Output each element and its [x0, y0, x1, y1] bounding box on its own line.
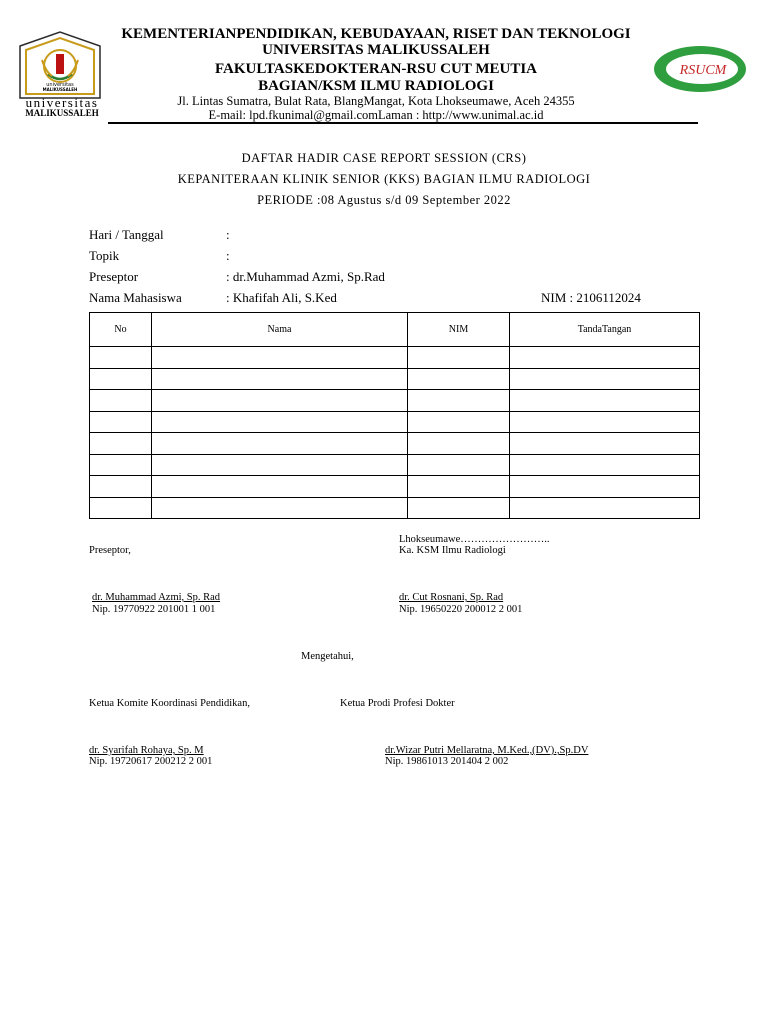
preseptor-role: Preseptor,: [89, 545, 131, 556]
doc-subtitle: KEPANITERAAN KLINIK SENIOR (KKS) BAGIAN ILMU RADIOLOGI: [177, 172, 591, 186]
komite-nip: Nip. 19720617 200212 2 001: [89, 756, 213, 767]
table-row: [90, 433, 700, 455]
cell-nama: [152, 411, 408, 433]
cell-nim: [408, 497, 510, 519]
mengetahui-label: Mengetahui,: [301, 651, 354, 662]
header-ministry: KEMENTERIANPENDIDIKAN, KEBUDAYAAN, RISET DAN TEKNOLOGI: [121, 26, 631, 42]
cell-no: [90, 411, 152, 433]
col-no: No: [90, 313, 152, 347]
cell-tandatangan: [510, 347, 700, 369]
mahasiswa-value: : Khafifah Ali, S.Ked: [226, 290, 337, 305]
cell-no: [90, 368, 152, 390]
prodi-name: dr.Wizar Putri Mellaratna, M.Ked.,(DV).,Sp.DV: [385, 745, 589, 756]
topik-label: Topik: [89, 248, 120, 263]
doc-period: PERIODE :08 Agustus s/d 09 September 2022: [257, 193, 511, 207]
table-row: [90, 347, 700, 369]
header-divider: [108, 122, 698, 124]
cell-tandatangan: [510, 368, 700, 390]
doc-title: DAFTAR HADIR CASE REPORT SESSION (CRS): [241, 151, 527, 165]
cell-nim: [408, 454, 510, 476]
cell-nama: [152, 368, 408, 390]
preseptor-nip: Nip. 19770922 201001 1 001: [92, 604, 216, 615]
cell-nim: [408, 368, 510, 390]
place-date: Lhokseumawe……………………..: [399, 534, 550, 545]
cell-no: [90, 390, 152, 412]
attendance-table: [89, 312, 700, 519]
cell-nama: [152, 476, 408, 498]
cell-nim: [408, 476, 510, 498]
cell-tandatangan: [510, 497, 700, 519]
table-header-row: [90, 313, 700, 347]
logo-badge-text2: MALIKUSSALEH: [42, 87, 78, 92]
table-row: [90, 497, 700, 519]
table-row: [90, 411, 700, 433]
ka-ksm-nip: Nip. 19650220 200012 2 001: [399, 604, 523, 615]
topik-value: :: [226, 248, 230, 263]
cell-no: [90, 347, 152, 369]
header-department: BAGIAN/KSM ILMU RADIOLOGI: [258, 78, 494, 94]
logo-text-universitas: universitas: [25, 95, 99, 110]
nim-value: NIM : 2106112024: [541, 290, 641, 305]
cell-nim: [408, 411, 510, 433]
prodi-nip: Nip. 19861013 201404 2 002: [385, 756, 509, 767]
ka-ksm-name: dr. Cut Rosnani, Sp. Rad: [399, 592, 504, 603]
cell-nama: [152, 454, 408, 476]
preseptor-label: Preseptor: [89, 269, 139, 284]
cell-no: [90, 476, 152, 498]
cell-no: [90, 454, 152, 476]
header-university: UNIVERSITAS MALIKUSSALEH: [262, 42, 490, 58]
preseptor-name: dr. Muhammad Azmi, Sp. Rad: [92, 592, 221, 603]
komite-role: Ketua Komite Koordinasi Pendidikan,: [89, 698, 250, 709]
komite-name: dr. Syarifah Rohaya, Sp. M: [89, 745, 204, 756]
col-nim: NIM: [408, 313, 510, 347]
hari-label: Hari / Tanggal: [89, 227, 164, 242]
preseptor-value: : dr.Muhammad Azmi, Sp.Rad: [226, 269, 385, 284]
header-faculty: FAKULTASKEDOKTERAN-RSU CUT MEUTIA: [215, 61, 537, 77]
rsucm-logo: [652, 44, 748, 94]
cell-nama: [152, 347, 408, 369]
cell-tandatangan: [510, 390, 700, 412]
logo-text-malikussaleh: MALIKUSSALEH: [25, 108, 99, 118]
cell-tandatangan: [510, 476, 700, 498]
mahasiswa-label: Nama Mahasiswa: [89, 290, 182, 305]
col-tandatangan: TandaTangan: [510, 313, 700, 347]
header-contact: E-mail: lpd.fkunimal@gmail.comLaman : http://www.unimal.ac.id: [208, 108, 544, 122]
table-row: [90, 368, 700, 390]
header-address: Jl. Lintas Sumatra, Bulat Rata, BlangMangat, Kota Lhokseumawe, Aceh 24355: [177, 94, 575, 108]
hari-value: :: [226, 227, 230, 242]
col-nama: Nama: [152, 313, 408, 347]
table-row: [90, 454, 700, 476]
prodi-role: Ketua Prodi Profesi Dokter: [340, 698, 455, 709]
cell-nim: [408, 347, 510, 369]
cell-nama: [152, 497, 408, 519]
cell-nama: [152, 390, 408, 412]
cell-nama: [152, 433, 408, 455]
cell-no: [90, 433, 152, 455]
logo-badge-text1: universitas: [46, 82, 74, 88]
cell-tandatangan: [510, 454, 700, 476]
table-row: [90, 476, 700, 498]
rsucm-text: RSUCM: [679, 63, 727, 78]
table-row: [90, 390, 700, 412]
cell-tandatangan: [510, 433, 700, 455]
ka-ksm-role: Ka. KSM Ilmu Radiologi: [399, 545, 506, 556]
cell-nim: [408, 390, 510, 412]
cell-no: [90, 497, 152, 519]
cell-tandatangan: [510, 411, 700, 433]
cell-nim: [408, 433, 510, 455]
